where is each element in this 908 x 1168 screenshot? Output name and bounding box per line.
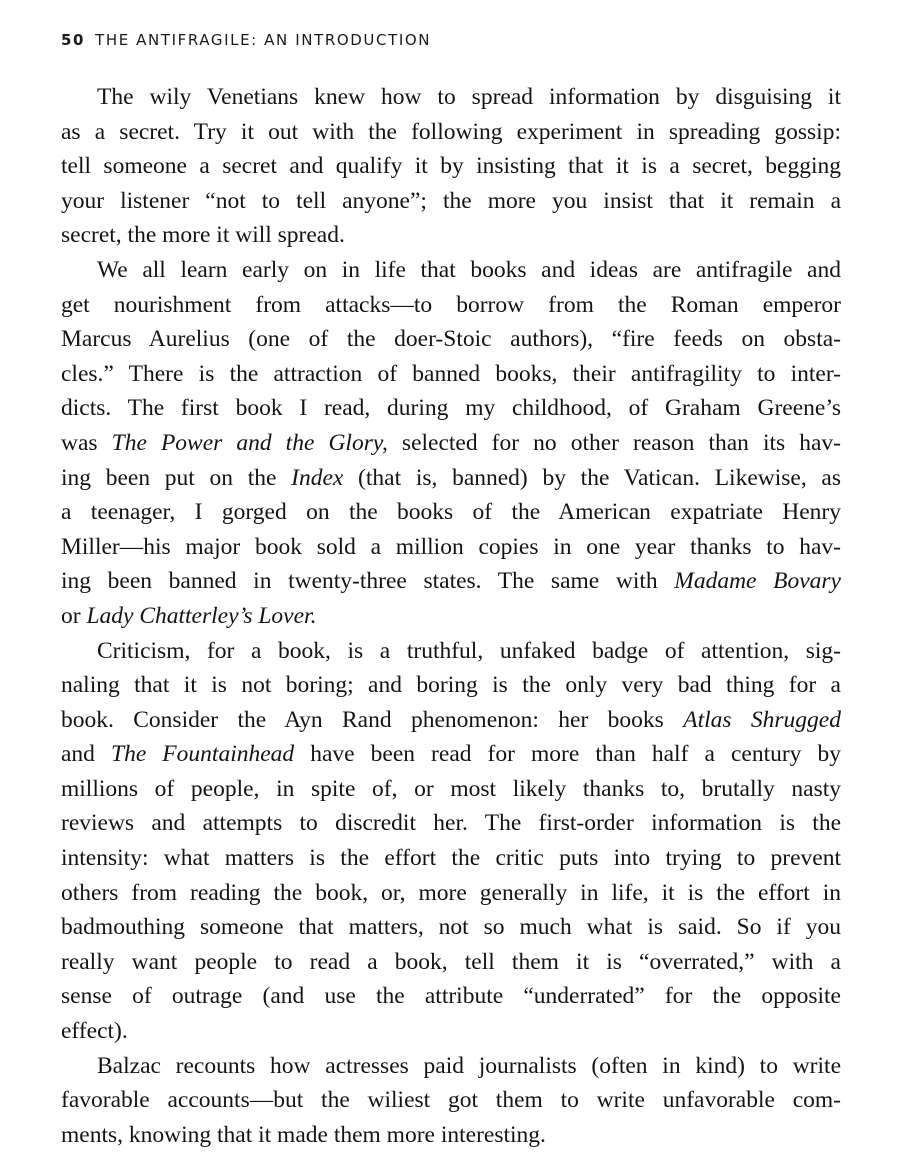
text-line (61, 495, 841, 530)
text-run: and (61, 741, 111, 768)
text-line (61, 391, 841, 426)
text-line (61, 703, 841, 738)
text-run: (that is, banned) by the Vatican. Likewise, as (343, 464, 841, 491)
text-run: favorable accounts—but the wiliest got them to write unfavorable com- (61, 1087, 841, 1114)
text-line (61, 841, 841, 876)
text-run: selected for no other reason than its hav- (387, 429, 842, 456)
text-line (61, 945, 841, 980)
text-line (61, 1014, 841, 1049)
paragraph (61, 634, 841, 1049)
running-title: THE ANTIFRAGILE: AN INTRODUCTION (95, 31, 432, 49)
text-line (61, 876, 841, 911)
text-line (61, 530, 841, 565)
italic-title: Madame Bovary (674, 568, 841, 595)
text-line (61, 184, 841, 219)
text-line (61, 80, 841, 115)
text-run: ments, knowing that it made them more interesting. (61, 1121, 546, 1148)
text-run: Marcus Aurelius (one of the doer-Stoic authors), “fire feeds on obsta- (61, 326, 841, 353)
text-line (61, 115, 841, 150)
paragraph (61, 80, 841, 253)
text-line (61, 1118, 841, 1153)
text-run: Balzac recounts how actresses paid journalists (often in kind) to write (97, 1052, 841, 1079)
text-line (61, 737, 841, 772)
paragraph (61, 1049, 841, 1153)
text-run: sense of outrage (and use the attribute “underrated” for the opposite (61, 983, 841, 1010)
text-line (61, 634, 841, 669)
italic-title: The Fountainhead (111, 741, 295, 768)
text-run: effect). (61, 1018, 128, 1045)
paragraph (61, 253, 841, 634)
text-run: was (61, 429, 112, 456)
text-line (61, 218, 841, 253)
text-run: get nourishment from attacks—to borrow from the Roman emperor (61, 291, 841, 318)
italic-title: Atlas Shrugged (683, 706, 841, 733)
text-run: badmouthing someone that matters, not so much what is said. So if you (61, 914, 841, 941)
italic-title: The Power and the Glory, (111, 429, 388, 456)
text-run: tell someone a secret and qualify it by insisting that it is a secret, begging (61, 153, 841, 180)
text-line (61, 772, 841, 807)
text-run: We all learn early on in life that books and ideas are antifragile and (97, 256, 841, 283)
body-text (61, 80, 841, 1152)
text-line (61, 357, 841, 392)
text-line (61, 461, 841, 496)
text-run: cles.” There is the attraction of banned books, their antifragility to inter- (61, 360, 841, 387)
text-line (61, 979, 841, 1014)
text-line (61, 910, 841, 945)
text-run: millions of people, in spite of, or most likely thanks to, brutally nasty (61, 775, 841, 802)
text-line (61, 806, 841, 841)
text-run: as a secret. Try it out with the following experiment in spreading gossip: (61, 118, 841, 145)
text-run: secret, the more it will spread. (61, 222, 345, 249)
text-run: reviews and attempts to discredit her. The first-order information is the (61, 810, 841, 837)
text-run: ing been put on the (61, 464, 292, 491)
text-run: The wily Venetians knew how to spread information by disguising it (97, 84, 841, 110)
italic-title: Lady Chatterley’s Lover. (86, 602, 317, 629)
text-line (61, 149, 841, 184)
text-run: have been read for more than half a century by (294, 741, 841, 768)
text-run: intensity: what matters is the effort the critic puts into trying to prevent (61, 845, 841, 872)
text-line (61, 322, 841, 357)
text-run: others from reading the book, or, more generally in life, it is the effort in (61, 879, 841, 906)
text-run: book. Consider the Ayn Rand phenomenon: her books (61, 706, 684, 733)
text-run: or (61, 602, 87, 629)
text-line (61, 288, 841, 323)
text-line (61, 599, 841, 634)
running-header (61, 31, 431, 49)
text-run: naling that it is not boring; and boring is the only very bad thing for a (61, 672, 841, 699)
text-run: dicts. The first book I read, during my childhood, of Graham Greene’s (61, 395, 841, 422)
text-run: a teenager, I gorged on the books of the American expatriate Henry (61, 499, 841, 526)
italic-title: Index (291, 464, 344, 491)
text-line (61, 253, 841, 288)
text-line (61, 426, 841, 461)
text-line (61, 1049, 841, 1084)
text-run: ing been banned in twenty-three states. The same with (61, 568, 675, 595)
text-run: your listener “not to tell anyone”; the more you insist that it remain a (61, 187, 841, 214)
text-line (61, 668, 841, 703)
text-run: really want people to read a book, tell them it is “overrated,” with a (61, 948, 841, 975)
page-number: 50 (61, 31, 86, 49)
text-line (61, 1083, 841, 1118)
text-line (61, 564, 841, 599)
text-run: Criticism, for a book, is a truthful, unfaked badge of attention, sig- (97, 637, 841, 664)
text-run: Miller—his major book sold a million copies in one year thanks to hav- (61, 533, 841, 560)
